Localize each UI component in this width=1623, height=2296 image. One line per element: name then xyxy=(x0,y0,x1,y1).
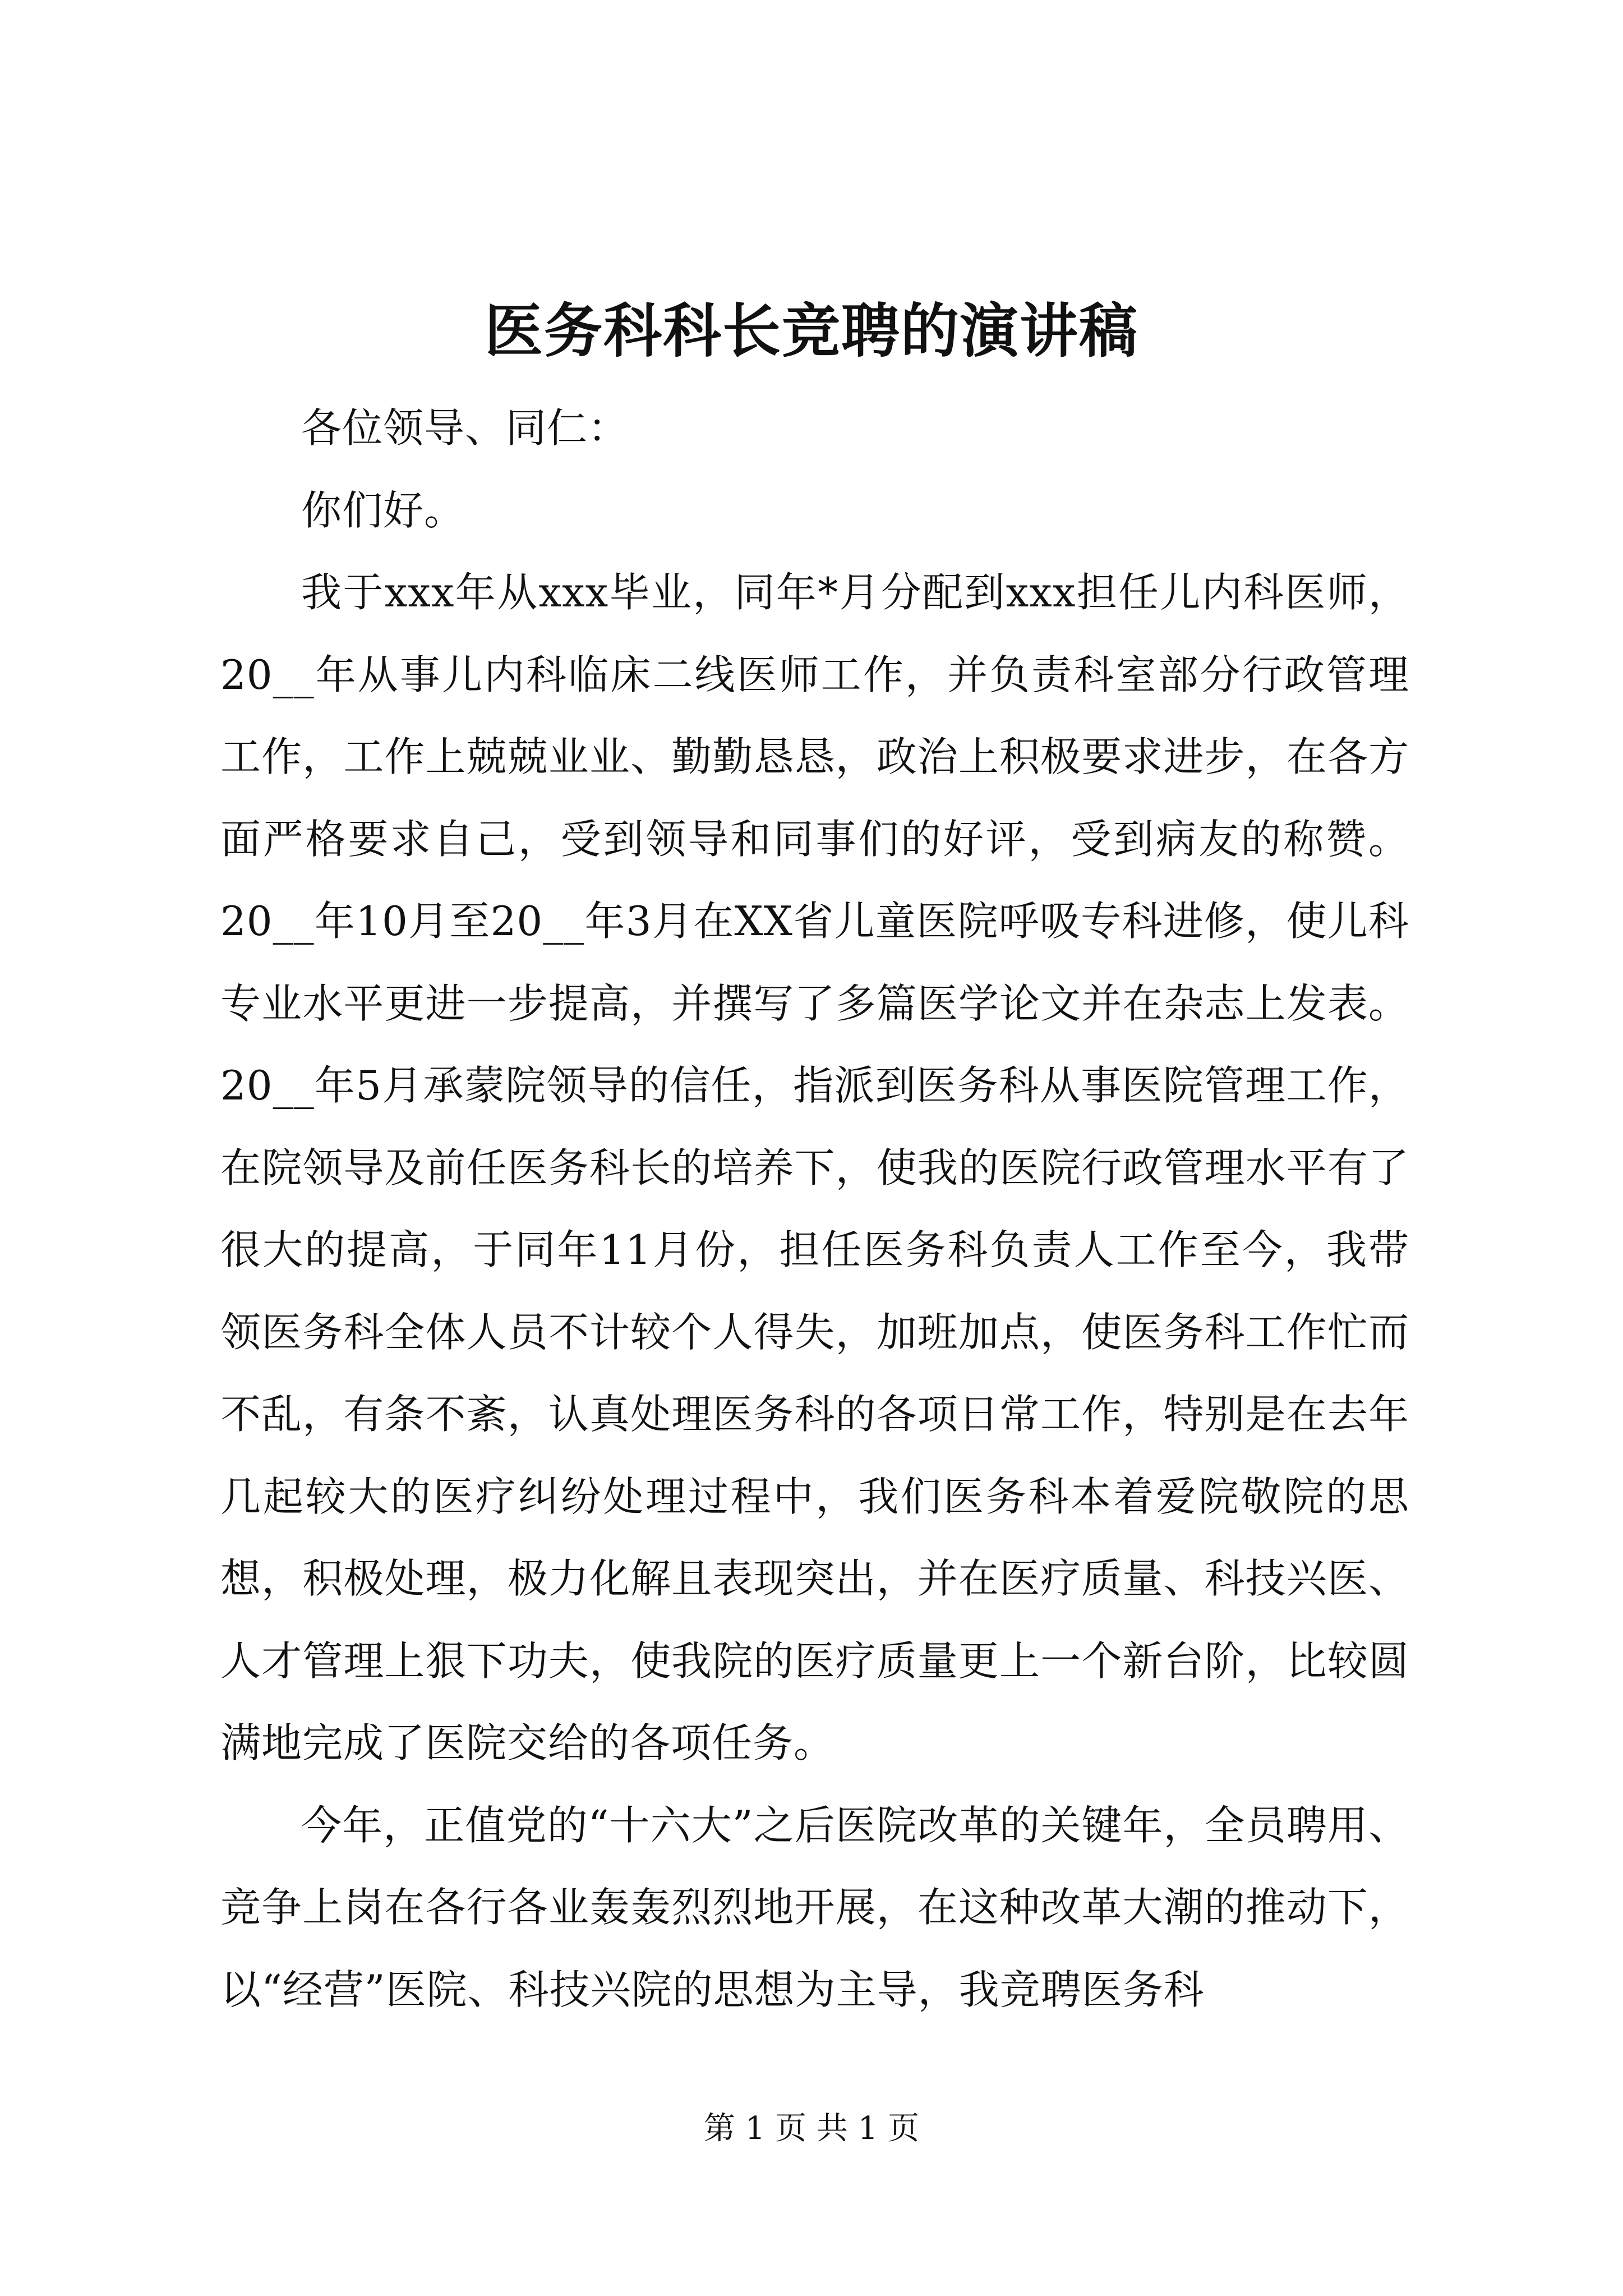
salutation-paragraph: 你们好。 xyxy=(301,486,465,534)
document-title: 医务科科长竞聘的演讲稿 xyxy=(484,296,1138,365)
page-footer: 第 1 页 共 1 页 xyxy=(703,2110,920,2147)
motivation-paragraph: 今年，正值党的“十六大”之后医院改革的关键年，全员聘用、竞争上岗在各行各业轰轰烈烈地开展，在这种改革大潮的推动下，以“经营”医院、科技兴院的思想为主导，我竞聘医务科 xyxy=(220,1801,1409,2013)
experience-paragraph: 我于xxx年从xxx毕业，同年*月分配到xxx担任儿内科医师，20__年从事儿内科临床二线医师工作，并负责科室部分行政管理工作，工作上兢兢业业、勤勤恳恳，政治上积极要求进步，在各方面严格要求自己，受到领导和同事们的好评，受到病友的称赞。20__年10月至20__年3月在XX省儿童医院呼吸专科进修，使儿科专业水平更进一步提高，并撰写了多篇医学论文并在杂志上发表。20__年5月承蒙院领导的信任，指派到医务科从事医院管理工作，在院领导及前任医务科长的培养下，使我的医院行政管理水平有了很大的提高，于同年11月份，担任医务科负责人工作至今，我带领医务科全体人员不计较个人得失，加班加点，使医务科工作忙而不乱，有条不紊，认真处理医务科的各项日常工作，特别是在去年几起较大的医疗纠纷处理过程中，我们医务科本着爱院敬院的思想，积极处理，极力化解且表现突出，并在医疗质量、科技兴医、人才管理上狠下功夫，使我院的医疗质量更上一个新台阶，比较圆满地完成了医院交给的各项任务。 xyxy=(220,569,1409,1766)
greeting-paragraph: 各位领导、同仁： xyxy=(301,404,629,452)
document-body xyxy=(220,387,1409,2031)
